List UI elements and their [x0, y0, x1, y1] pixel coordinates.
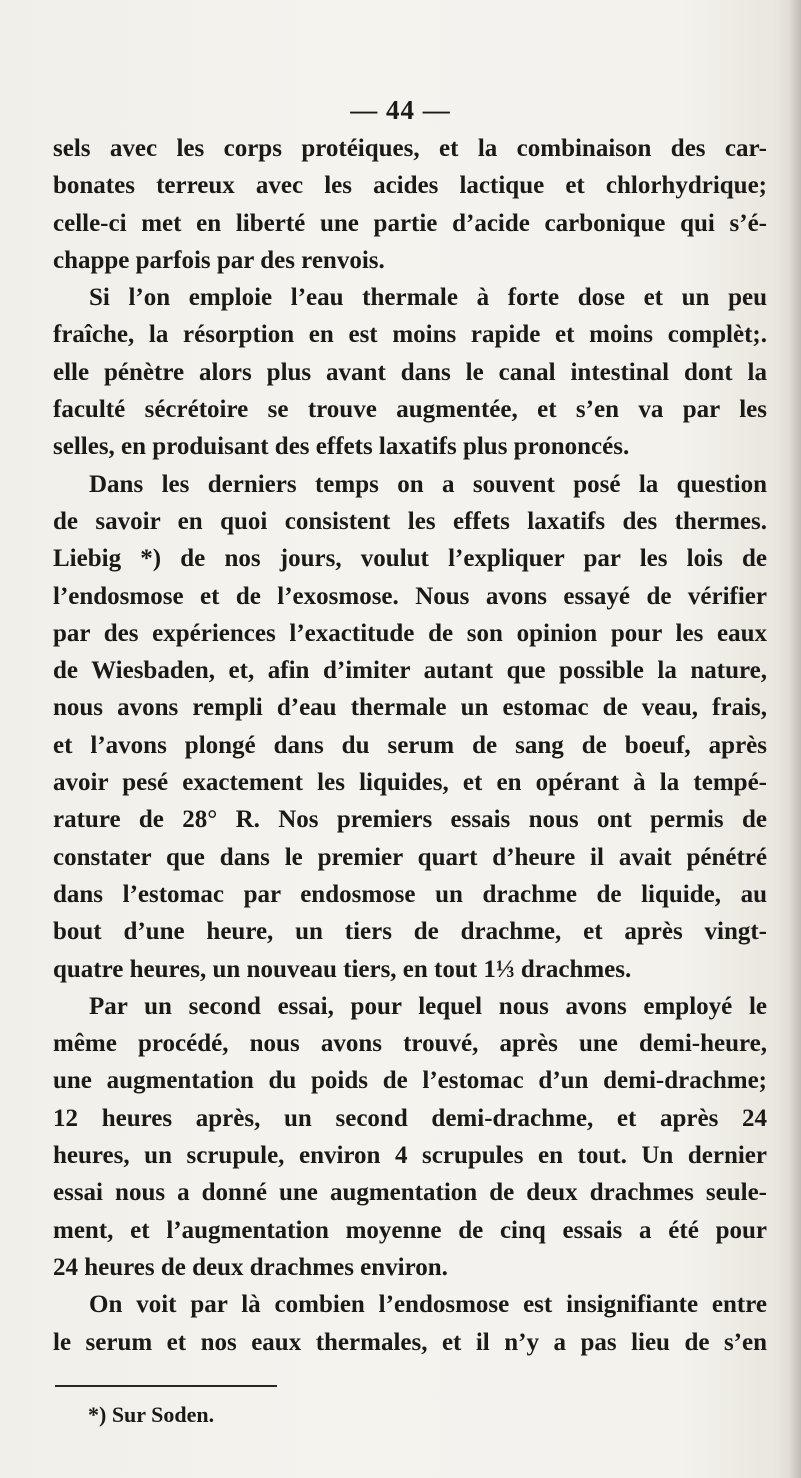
text-line: faculté sécrétoire se trouve augmentée, et s’en va par les [53, 396, 767, 424]
footnote: *) Sur Soden. [88, 1402, 215, 1427]
text-line: heures, un scrupule, environ 4 scrupules en tout. Un dernier [53, 1142, 767, 1170]
text-line: sels avec les corps protéiques, et la combinaison des car- [53, 135, 767, 162]
page-number: — 44 — [350, 95, 451, 125]
text-line: et l’avons plongé dans du serum de sang de boeuf, après [53, 731, 767, 759]
text-line: Par un second essai, pour lequel nous avons employé le [89, 992, 767, 1020]
text-line: celle-ci met en liberté une partie d’acide carbonique qui s’é- [53, 209, 767, 237]
text-line: bonates terreux avec les acides lactique et chlorhydrique; [53, 172, 767, 200]
text-line: essai nous a donné une augmentation de deux drachmes seule- [53, 1179, 767, 1207]
text-line: ment, et l’augmentation moyenne de cinq essais a été pour [53, 1216, 767, 1244]
text-line: fraîche, la résorption en est moins rapide et moins complèt;. [53, 321, 767, 349]
page-edge-shadow [789, 0, 801, 1478]
body-text [53, 130, 767, 1361]
text-line: nous avons rempli d’eau thermale un estomac de veau, frais, [53, 694, 767, 722]
footnote-divider [55, 1385, 277, 1387]
text-line: 12 heures après, un second demi-drachme, et après 24 [53, 1104, 767, 1132]
text-line: 24 heures de deux drachmes environ. [53, 1253, 448, 1281]
text-line: dans l’estomac par endosmose un drachme de liquide, au [53, 880, 767, 908]
text-line: Dans les derniers temps on a souvent posé la question [89, 470, 767, 498]
text-line: quatre heures, un nouveau tiers, en tout 1⅓ drachmes. [53, 955, 632, 983]
text-line: de savoir en quoi consistent les effets laxatifs des thermes. [53, 507, 767, 535]
text-line: elle pénètre alors plus avant dans le canal intestinal dont la [53, 358, 767, 386]
text-line: rature de 28° R. Nos premiers essais nous ont permis de [53, 806, 767, 834]
text-line: le serum et nos eaux thermales, et il n’y a pas lieu de s’en [53, 1328, 767, 1356]
text-line: bout d’une heure, un tiers de drachme, et après vingt- [53, 918, 767, 946]
text-line: de Wiesbaden, et, afin d’imiter autant que possible la nature, [53, 657, 767, 685]
text-line: constater que dans le premier quart d’heure il avait pénétré [53, 843, 767, 871]
text-line: chappe parfois par des renvois. [53, 246, 385, 274]
text-line: avoir pesé exactement les liquides, et en opérant à la tempé- [53, 769, 767, 797]
text-line: même procédé, nous avons trouvé, après une demi-heure, [53, 1030, 767, 1058]
text-line: par des expériences l’exactitude de son opinion pour les eaux [53, 619, 767, 647]
text-line: l’endosmose et de l’exosmose. Nous avons essayé de vérifier [53, 582, 767, 610]
text-line: une augmentation du poids de l’estomac d’un demi-drachme; [53, 1067, 767, 1095]
text-line: On voit par là combien l’endosmose est insignifiante entre [89, 1291, 767, 1319]
text-line: Liebig *) de nos jours, voulut l’expliquer par les lois de [53, 545, 767, 573]
text-line: Si l’on emploie l’eau thermale à forte dose et un peu [89, 284, 767, 312]
text-line: selles, en produisant des effets laxatifs plus prononcés. [53, 433, 630, 461]
